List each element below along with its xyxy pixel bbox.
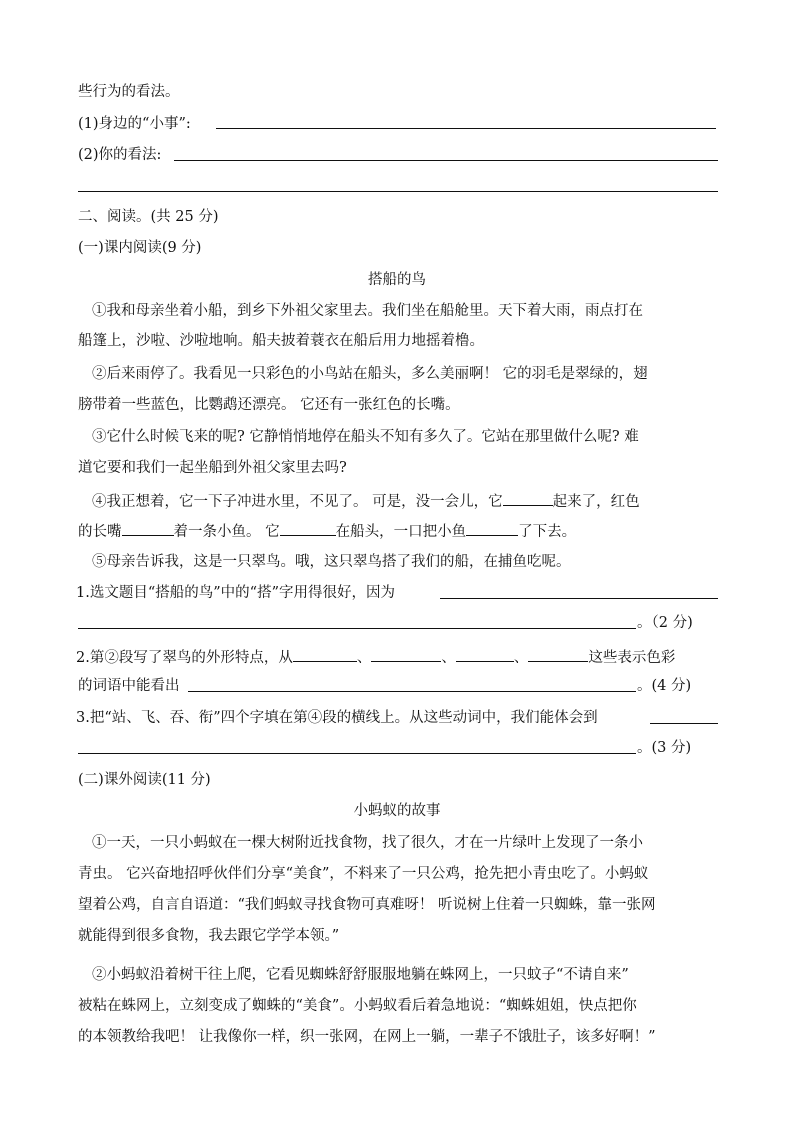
question-text [76, 646, 675, 668]
separator: 、 [441, 650, 456, 666]
fill-blank[interactable] [466, 520, 518, 536]
paragraph-line: ①一天，一只小蚂蚁在一棵大树附近找食物，找了很久，才在一片绿叶上发现了一条小 [92, 835, 643, 851]
fill-blank[interactable] [456, 646, 514, 662]
answer-line[interactable] [440, 598, 718, 599]
answer-line[interactable] [78, 191, 718, 192]
fill-blank[interactable] [528, 646, 588, 662]
part-heading: (二)课外阅读(11 分) [78, 772, 211, 788]
question-text: 3.把“站、飞、吞、衔”四个字填在第④段的横线上。从这些动词中，我们能体会到 [76, 710, 598, 726]
separator: 、 [356, 650, 372, 666]
paragraph-line [92, 490, 640, 512]
paragraph-line: 望着公鸡，自言自语道：“我们蚂蚁寻找食物可真难呀！ 听说树上住着一只蜘蛛，靠一张网 [78, 897, 656, 913]
paragraph-line: ⑤母亲告诉我，这是一只翠鸟。哦，这只翠鸟搭了我们的船，在捕鱼吃呢。 [92, 554, 571, 570]
question-label: (2)你的看法: [78, 147, 162, 163]
paragraph-text: ④我正想着，它一下子冲进水里，不见了。 可是，没一会儿，它 [92, 494, 503, 510]
paragraph-text: 在船头，一口把小鱼 [335, 524, 467, 540]
paragraph-line: 的本领教给我吧！ 让我像你一样，织一张网，在网上一躺，一辈子不饿肚子，该多好啊！” [78, 1029, 656, 1045]
score-text: 。(4 分) [637, 678, 692, 694]
paragraph-text: 的长嘴 [78, 524, 122, 540]
paragraph-line: ②小蚂蚁沿着树干往上爬，它看见蜘蛛舒舒服服地躺在蛛网上，一只蚊子“不请自来” [92, 967, 629, 983]
paragraph-line: 道它要和我们一起坐船到外祖父家里去吗? [78, 460, 347, 476]
fill-blank[interactable] [122, 520, 174, 536]
paragraph-line: ③它什么时候飞来的呢? 它静悄悄地停在船头不知有多久了。它站在那里做什么呢? 难 [92, 429, 639, 445]
score-text: 。（2 分) [637, 615, 693, 631]
question-text-part: 2.第②段写了翠鸟的外形特点，从 [76, 650, 293, 666]
question-text-part: 这些表示色彩 [588, 650, 676, 666]
question-label: (1)身边的“小事”: [78, 116, 191, 132]
answer-line[interactable] [174, 160, 718, 161]
paragraph-line: 被粘在蛛网上，立刻变成了蜘蛛的“美食”。小蚂蚁看后着急地说：“蜘蛛姐姐，快点把你 [78, 998, 637, 1014]
paragraph-line: ①我和母亲坐着小船，到乡下外祖父家里去。我们坐在船舱里。天下着大雨，雨点打在 [92, 303, 643, 319]
paragraph-text: 了下去。 [518, 524, 577, 540]
answer-line[interactable] [216, 128, 716, 129]
part-heading: (一)课内阅读(9 分) [78, 240, 202, 256]
paragraph-line: 青虫。 它兴奋地招呼伙伴们分享“美食”，不料来了一只公鸡，抢先把小青虫吃了。小蚂蚁 [78, 866, 649, 882]
answer-line[interactable] [78, 628, 636, 629]
fill-blank[interactable] [371, 646, 441, 662]
paragraph-line: 船篷上，沙啦、沙啦地响。船夫披着蓑衣在船后用力地摇着橹。 [78, 333, 484, 349]
question-text: 1.选文题目“搭船的鸟”中的“搭”字用得很好，因为 [76, 585, 395, 601]
paragraph-line: 膀带着一些蓝色，比鹦鹉还漂亮。 它还有一张红色的长嘴。 [78, 397, 460, 413]
score-text: 。(3 分) [637, 740, 692, 756]
paragraph-text: 起来了，红色 [552, 494, 640, 510]
answer-line[interactable] [650, 723, 718, 724]
fill-blank[interactable] [293, 646, 357, 662]
separator: 、 [513, 650, 529, 666]
answer-line[interactable] [188, 691, 636, 692]
paragraph-line: 就能得到很多食物，我去跟它学学本领。” [78, 928, 340, 944]
passage-title: 小蚂蚁的故事 [353, 803, 441, 819]
passage-title: 搭船的鸟 [368, 272, 426, 288]
section-heading: 二、阅读。(共 25 分) [78, 209, 219, 225]
paragraph-line [78, 520, 576, 542]
question-text: 的词语中能看出 [78, 678, 180, 694]
fill-blank[interactable] [280, 520, 336, 536]
paragraph-text: 着一条小鱼。 它 [173, 524, 280, 540]
intro-end-text: 些行为的看法。 [78, 84, 180, 100]
paragraph-line: ②后来雨停了。我看见一只彩色的小鸟站在船头，多么美丽啊！ 它的羽毛是翠绿的，翅 [92, 366, 648, 382]
answer-line[interactable] [78, 753, 636, 754]
fill-blank[interactable] [503, 490, 553, 506]
